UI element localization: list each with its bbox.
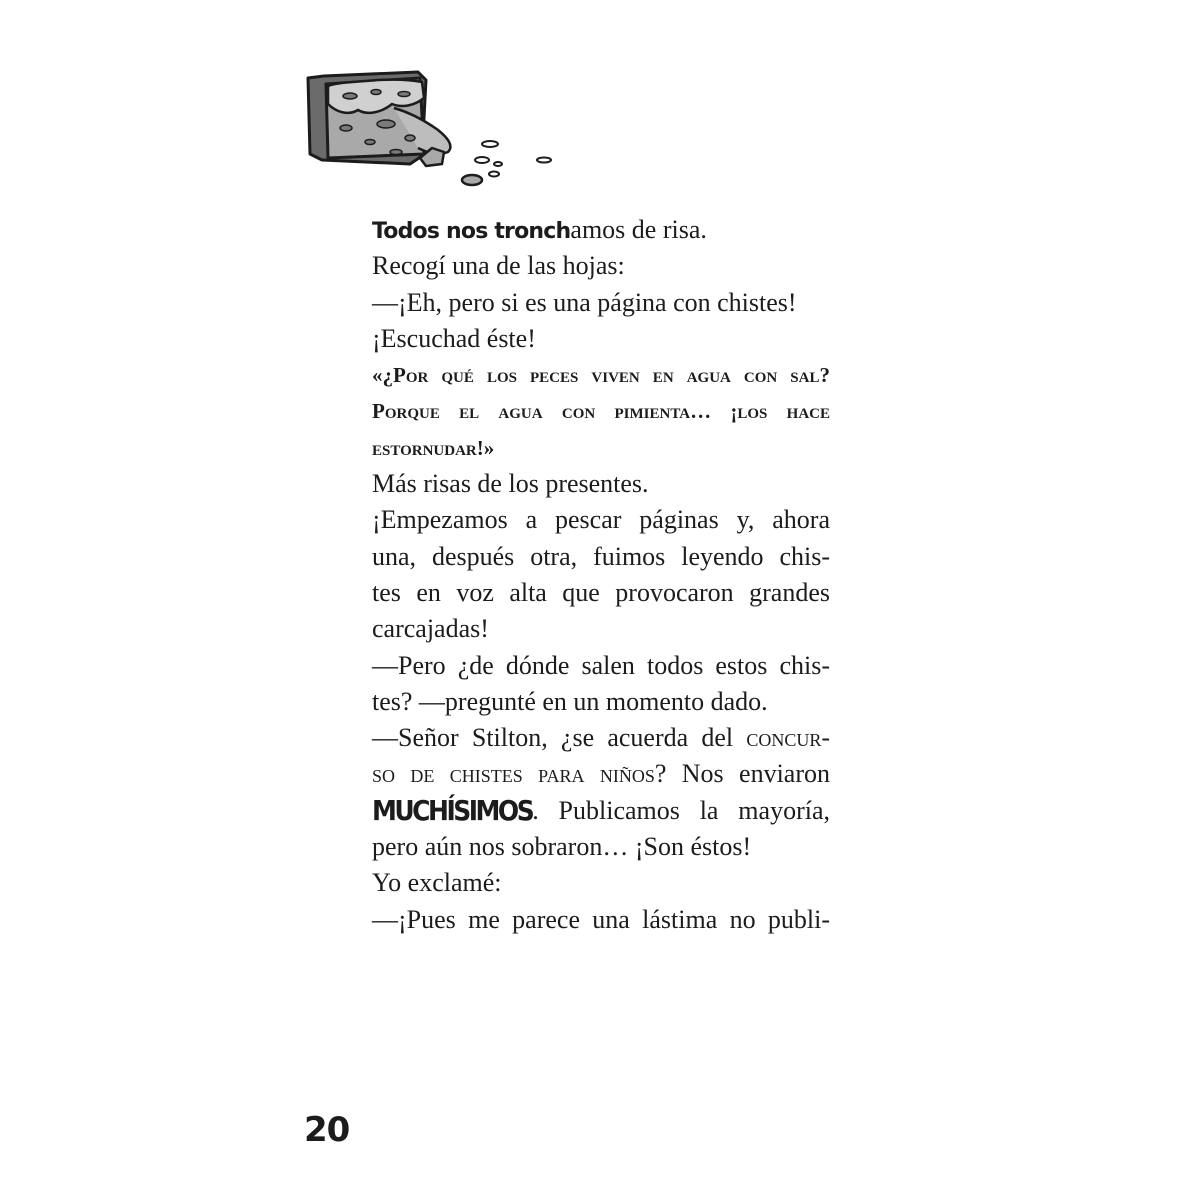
- emphasis-word: MUCHÍSIMOS: [372, 793, 533, 827]
- text-line: tes? —pregunté en un momento dado.: [372, 686, 768, 716]
- contest-name: so de chistes para niños: [372, 759, 655, 789]
- text-line: ¡Empezamos a pescar páginas y, ahora: [372, 505, 830, 535]
- text-line: —¡Pues me parece una lástima no publi-: [372, 904, 830, 934]
- text-line: pero aún nos sobraron… ¡Son éstos!: [372, 832, 752, 862]
- text-line: —Pero ¿de dónde salen todos estos chis-: [372, 650, 830, 680]
- lead-in-bold: Todos nos tronch: [372, 219, 571, 244]
- text-line: Recogí una de las hojas:: [372, 251, 625, 281]
- text-line: ¡Escuchad éste!: [372, 323, 536, 353]
- joke-line: Porque el agua con pimienta… ¡los hace: [372, 399, 830, 424]
- text-line: una, después otra, fuimos leyendo chis-: [372, 541, 830, 571]
- joke-line: «¿Por qué los peces viven en agua con sal?: [372, 363, 830, 388]
- text-line: MUCHÍSIMOS. Publicamos la mayoría,: [372, 793, 830, 829]
- body-text: [372, 212, 830, 938]
- contest-name: concur-: [746, 723, 830, 753]
- joke-line: estornudar!»: [372, 435, 495, 460]
- text-line: Todos nos tronchamos de risa.: [372, 215, 707, 244]
- text-line: tes en voz alta que provocaron grandes: [372, 577, 830, 607]
- text-line: —Señor Stilton, ¿se acuerda del concur-: [372, 723, 830, 753]
- cheese-chunk-icon: [298, 68, 560, 192]
- text-line: carcajadas!: [372, 614, 489, 644]
- text-line: Yo exclamé:: [372, 868, 502, 898]
- text-line: —¡Eh, pero si es una página con chistes!: [372, 287, 797, 317]
- text-line: Más risas de los presentes.: [372, 469, 649, 499]
- text-line: so de chistes para niños? Nos enviaron: [372, 759, 830, 789]
- page-number: 20: [304, 1110, 350, 1150]
